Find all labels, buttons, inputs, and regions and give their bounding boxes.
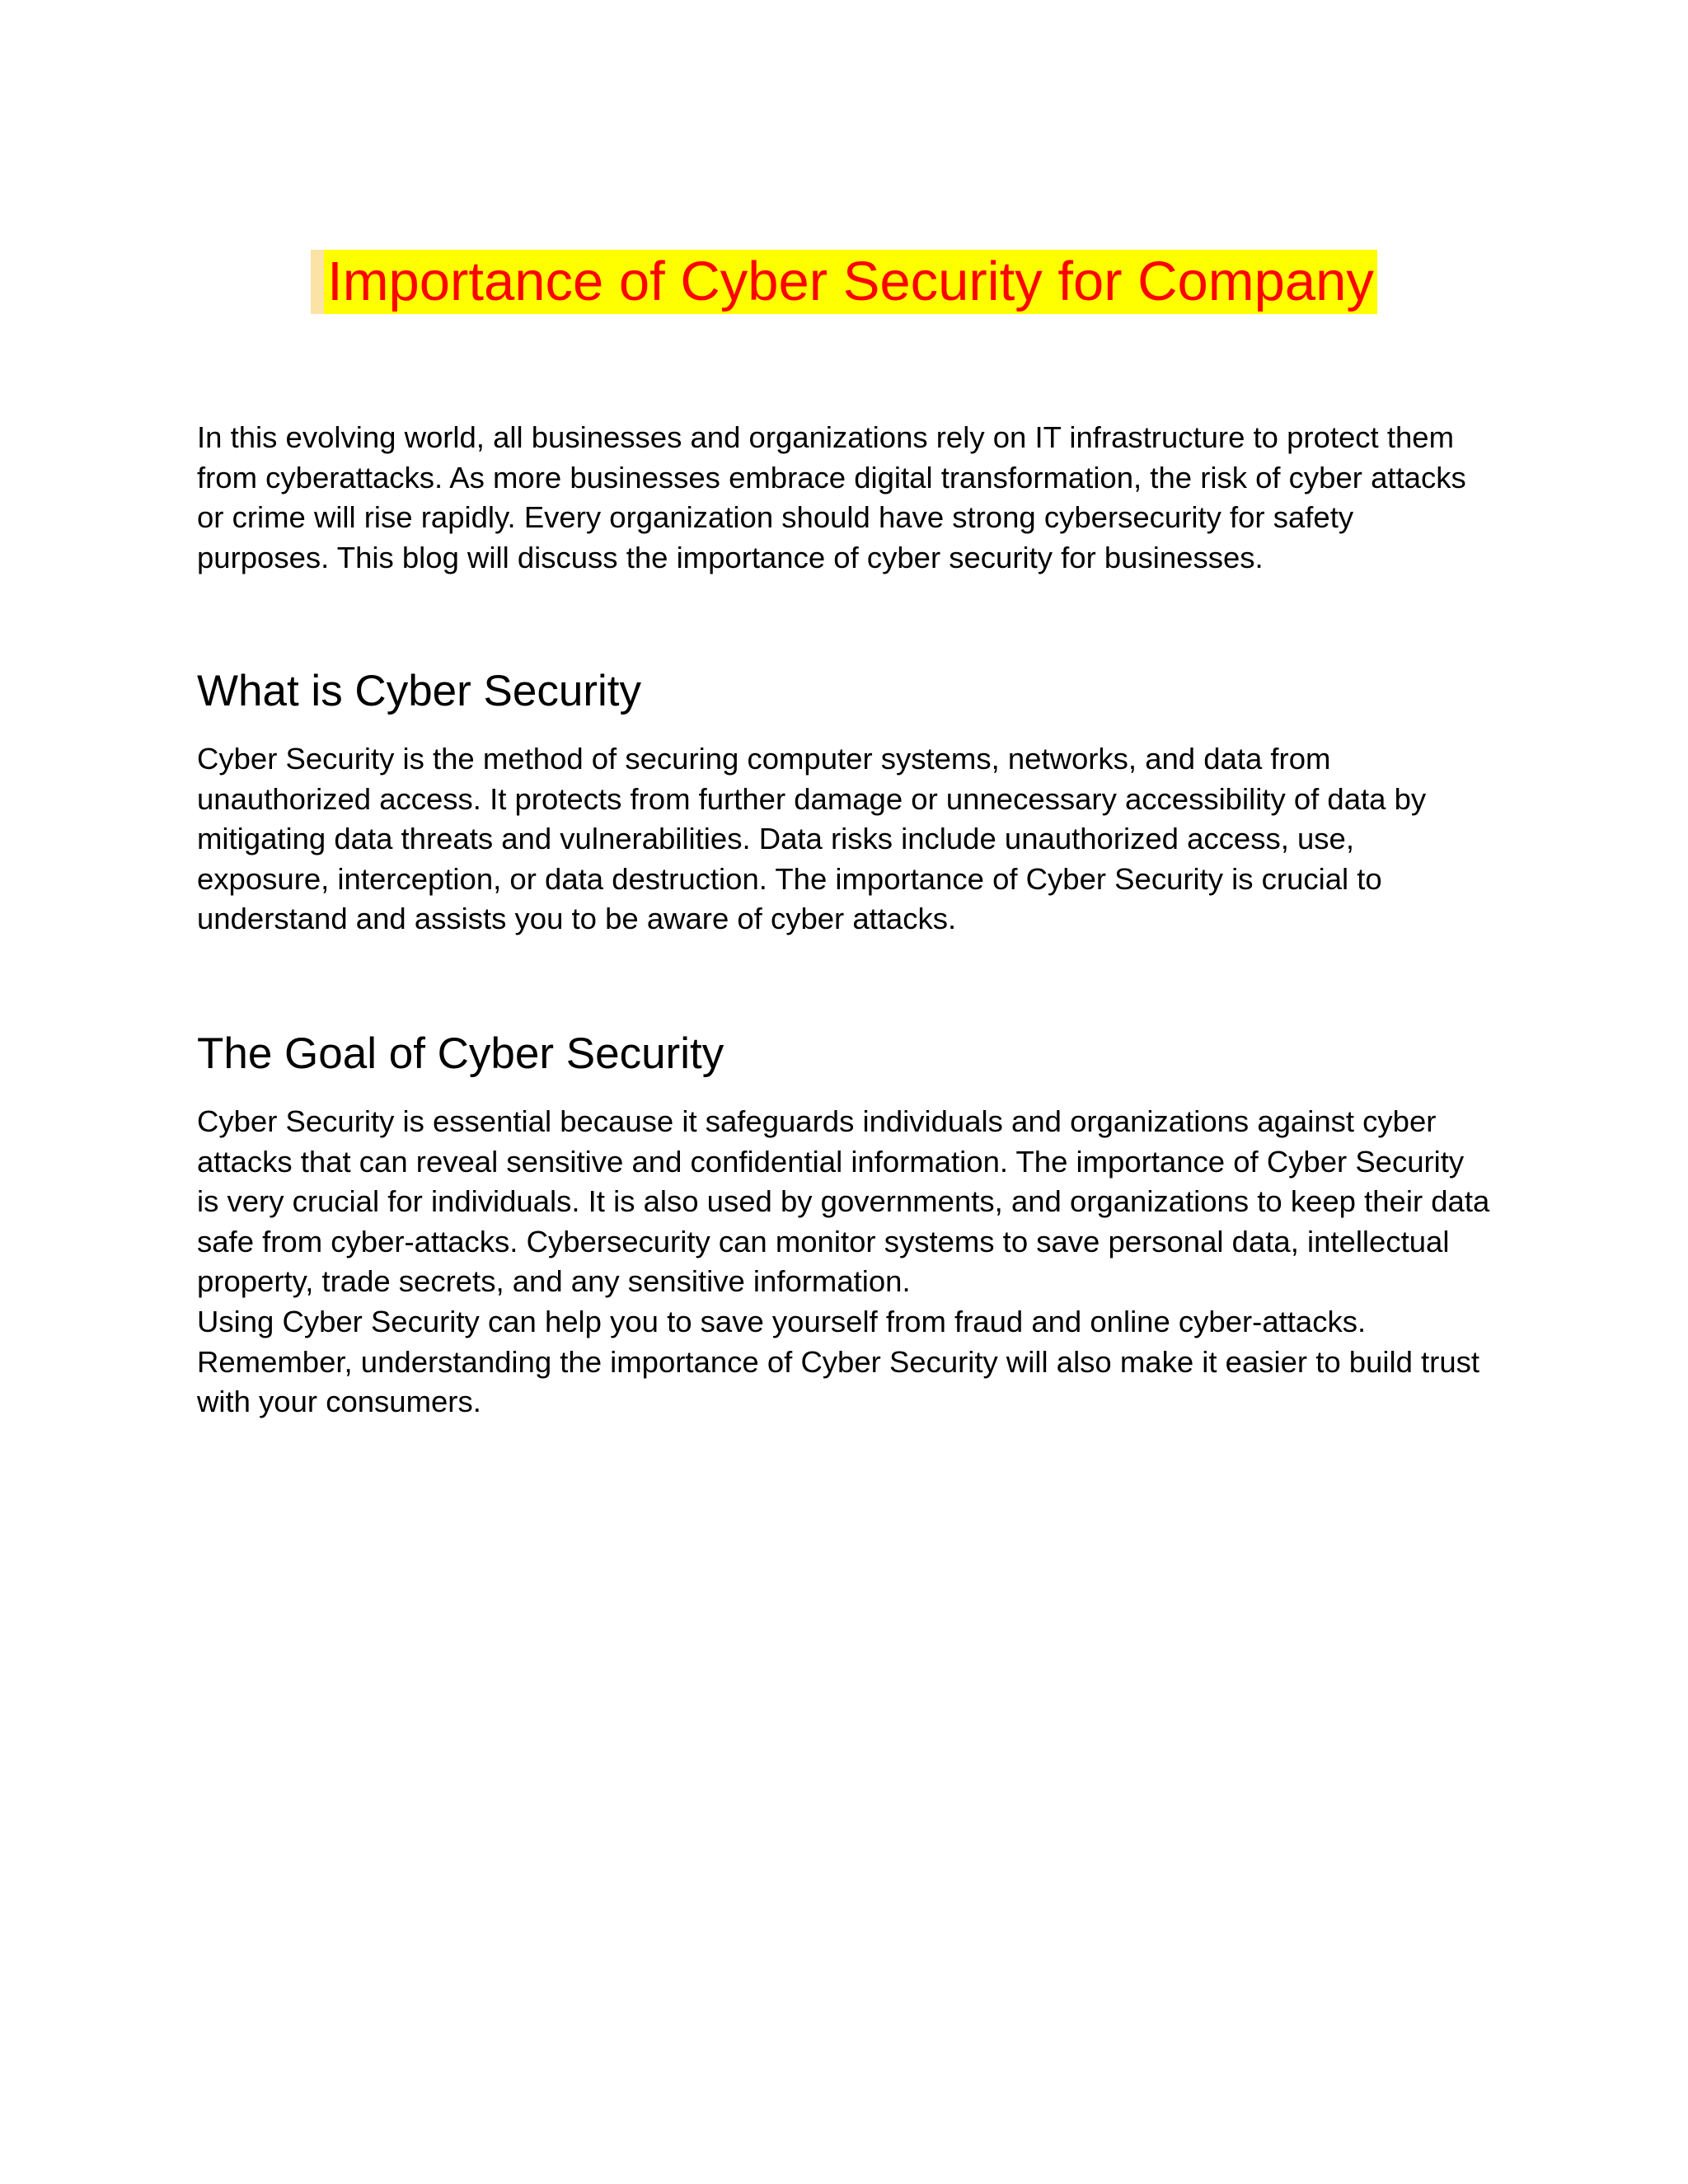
intro-paragraph: In this evolving world, all businesses and organizations rely on IT infrastructure to protect them from cyberattacks. As more businesses embrace digital transformation, the risk of cyber attacks or crime will rise rapidly. Every organization should have strong cybersecurity for safety purposes. This blog will discuss the importance of cyber security for businesses.	[197, 420, 1466, 574]
section-paragraph-goal-2: Using Cyber Security can help you to save yourself from fraud and online cyber-attacks. Remember, understanding the importance of Cyber Security will also make it easier to build trust with your consumers.	[197, 1304, 1480, 1419]
document-title	[311, 250, 1377, 314]
section-paragraph-what-is-cyber-security: Cyber Security is the method of securing computer systems, networks, and data from unauthorized access. It protects from further damage or unnecessary accessibility of data by mitigating data threats and vulnerabilities. Data risks include unauthorized access, use, exposure, interception, or data destruction. The importance of Cyber Security is crucial to understand and assists you to be aware of cyber attacks.	[197, 742, 1427, 936]
section-paragraph-goal-1: Cyber Security is essential because it safeguards individuals and organizations against cyber attacks that can reveal sensitive and confidential information. The importance of Cyber Security is very crucial for individuals. It is also used by governments, and organizations to keep their data safe from cyber-attacks. Cybersecurity can monitor systems to save personal data, intellectual property, trade secrets, and any sensitive information.	[197, 1104, 1490, 1299]
section-body-goal-of-cyber-security	[197, 1102, 1491, 1422]
document-title-text: Importance of Cyber Security for Company	[327, 251, 1374, 312]
title-container	[0, 250, 1688, 314]
section-heading-goal-of-cyber-security: The Goal of Cyber Security	[197, 1029, 724, 1078]
section-heading-what-is-cyber-security: What is Cyber Security	[197, 667, 641, 715]
